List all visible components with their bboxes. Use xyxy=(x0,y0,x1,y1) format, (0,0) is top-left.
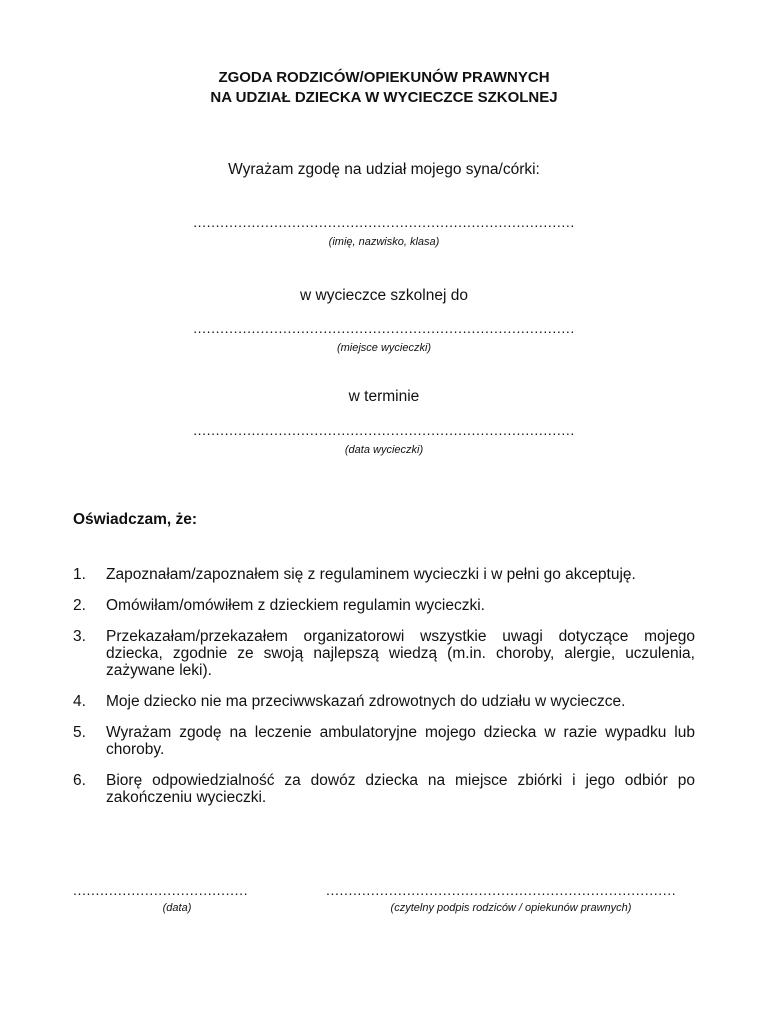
trip-destination-caption: (miejsce wycieczki) xyxy=(336,342,432,354)
item-number: 1. xyxy=(73,566,86,583)
item-number: 5. xyxy=(73,724,86,741)
term-label: w terminie xyxy=(348,388,420,405)
parent-signature-field[interactable]: .............................................................................. xyxy=(326,882,677,898)
consent-intro: Wyrażam zgodę na udział mojego syna/córki: xyxy=(228,161,540,178)
trip-date-caption: (data wycieczki) xyxy=(344,444,424,456)
item-text: Omówiłam/omówiłem z dzieckiem regulamin wycieczki. xyxy=(106,597,485,614)
date-signature-caption: (data) xyxy=(162,902,192,914)
trip-date-field[interactable]: ..................................................................................... xyxy=(193,422,575,438)
child-name-field[interactable]: ..................................................................................... xyxy=(193,214,575,230)
item-number: 3. xyxy=(73,628,86,645)
declaration-heading: Oświadczam, że: xyxy=(73,511,198,528)
trip-label: w wycieczce szkolnej do xyxy=(300,287,468,304)
item-number: 4. xyxy=(73,693,86,710)
item-number: 2. xyxy=(73,597,86,614)
date-signature-field[interactable]: ....................................... xyxy=(73,882,249,898)
child-name-caption: (imię, nazwisko, klasa) xyxy=(328,236,440,248)
item-text: Zapoznałam/zapoznałem się z regulaminem wycieczki i w pełni go akceptuję. xyxy=(106,566,636,583)
item-text: Przekazałam/przekazałem organizatorowi wszystkie uwagi dotyczące mojego dziecka, zgodnie ze swoją najlepszą wiedzą (m.in. choroby, alergie, uczulenia, zażywane leki). xyxy=(106,628,695,679)
trip-destination-field[interactable]: ..................................................................................... xyxy=(193,320,575,336)
form-title-line-2: NA UDZIAŁ DZIECKA W WYCIECZCE SZKOLNEJ xyxy=(210,89,558,106)
item-text: Wyrażam zgodę na leczenie ambulatoryjne mojego dziecka w razie wypadku lub choroby. xyxy=(106,724,695,758)
item-text: Biorę odpowiedzialność za dowóz dziecka na miejsce zbiórki i jego odbiór po zakończeniu wycieczki. xyxy=(106,772,695,806)
form-title-line-1: ZGODA RODZICÓW/OPIEKUNÓW PRAWNYCH xyxy=(218,69,550,86)
item-text: Moje dziecko nie ma przeciwwskazań zdrowotnych do udziału w wycieczce. xyxy=(106,693,626,710)
item-number: 6. xyxy=(73,772,86,789)
parent-signature-caption: (czytelny podpis rodziców / opiekunów prawnych) xyxy=(390,902,632,914)
